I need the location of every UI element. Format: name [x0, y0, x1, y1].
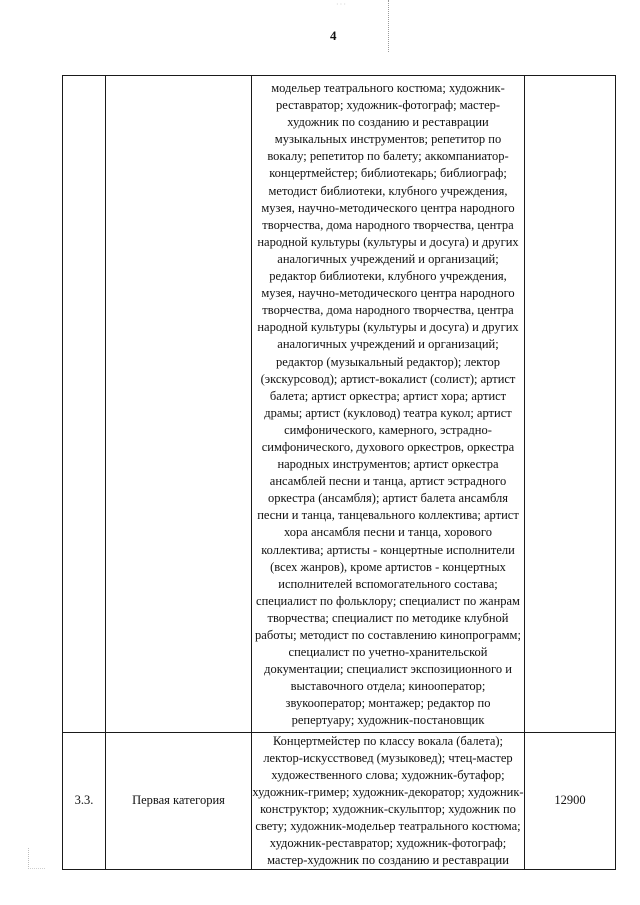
positions-list-cell: модельер театрального костюма; художник-реставратор; художник-фотограф; мастер-художник по созданию и реставрации музыкальных инструментов; репетитор по вокалу; репетитор по балету; аккомпаниатор-концертмейстер; библиотекарь; библиограф; методист библиотеки, клубного учреждения, музея, научно-методического центра народного творчества, дома народного творчества, центра народной культуры (культуры и досуга) и других аналогичных учреждений и организаций; редактор библиотеки, клубного учреждения, музея, научно-методического центра народного творчества, дома народного творчества, центра народной культуры (культуры и досуга) и других аналогичных учреждений и организаций; редактор (музыкальный редактор); лектор (экскурсовод); артист-вокалист (солист); артист балета; артист оркестра; артист хора; артист драмы; артист (кукловод) театра кукол; артист симфонического, камерного, эстрадно-симфонического, духового оркестров, оркестра народных инструментов; артист оркестра ансамблей песни и танца, артист эстрадного оркестра (ансамбля); артист балета ансамбля песни и танца, танцевального коллектива; артист хора ансамбля песни и танца, хорового коллектива; артисты - концертные исполнители (всех жанров), кроме артистов - концертных исполнителей вспомогательного состава; специалист по фольклору; специалист по жанрам творчества; специалист по методике клубной работы; методист по составлению кинопрограмм; специалист по учетно-хранительской документации; специалист экспозиционного и выставочного отдела; кинооператор; звукооператор; монтажер; редактор по репертуару; художник-постановщик: [252, 76, 525, 733]
positions-table: [62, 75, 616, 870]
table-row: [63, 76, 616, 733]
salary-amount-cell: 12900: [525, 732, 616, 870]
scan-artifact: [28, 848, 45, 869]
positions-list-cell: Концертмейстер по классу вокала (балета); лектор-искусствовед (музыковед); чтец-мастер художественного слова; художник-бутафор; художник-гример; художник-декоратор; художник-конструктор; художник-скульптор; художник по свету; художник-модельер театрального костюма; художник-реставратор; художник-фотограф; мастер-художник по созданию и реставрации: [252, 732, 525, 870]
scan-mark: ···: [336, 0, 347, 9]
row-number-cell: 3.3.: [63, 732, 106, 870]
category-cell: [106, 76, 252, 733]
category-cell: Первая категория: [106, 732, 252, 870]
scan-edge-line: [388, 0, 390, 52]
row-number-cell: [63, 76, 106, 733]
page-number: 4: [330, 28, 337, 43]
table-row: [63, 732, 616, 870]
salary-amount-cell: [525, 76, 616, 733]
